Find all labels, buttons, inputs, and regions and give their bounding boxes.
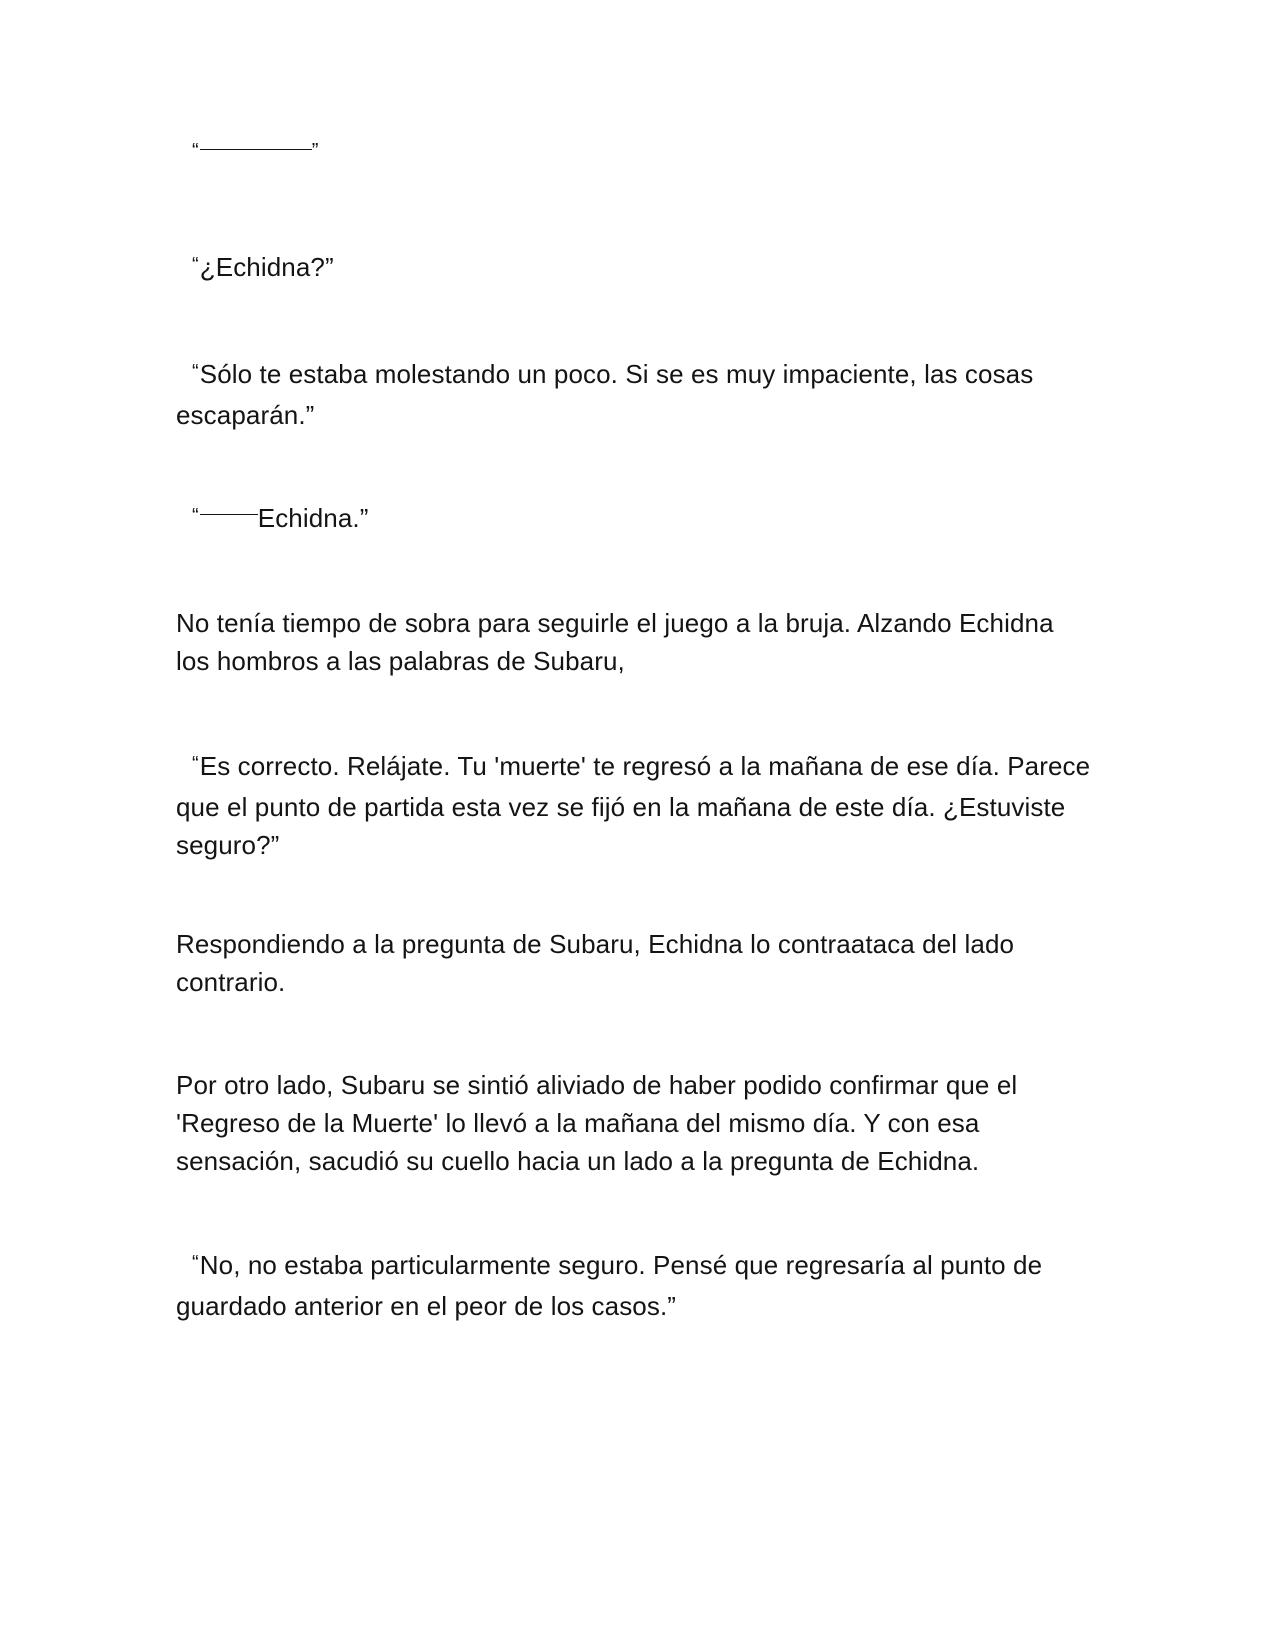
- dialogue-paragraph: [176, 499, 1106, 540]
- paragraph-line: Respondiendo a la pregunta de Subaru, Echidna lo contraataca del lado: [176, 929, 1015, 959]
- open-quote: “: [192, 254, 199, 276]
- close-quote: ”: [311, 140, 319, 162]
- paragraph-line: “Sólo te estaba molestando un poco. Si se es muy impaciente, las cosas: [192, 359, 1034, 389]
- paragraph-line: Por otro lado, Subaru se sintió aliviado de haber podido confirmar que el: [176, 1070, 1018, 1100]
- narration-paragraph: [176, 1066, 1106, 1180]
- narration-paragraph: [176, 604, 1106, 680]
- blank-dash: [200, 514, 258, 515]
- dialogue-paragraph-blank: [176, 134, 1106, 175]
- paragraph-line: “¿Echidna?”: [192, 252, 334, 282]
- paragraph-line: [176, 134, 1106, 175]
- open-quote: “: [192, 505, 199, 527]
- paragraph-line: 'Regreso de la Muerte' lo llevó a la mañana del mismo día. Y con esa: [176, 1108, 980, 1138]
- paragraph-line: “Es correcto. Relájate. Tu 'muerte' te regresó a la mañana de ese día. Parece: [192, 751, 1091, 781]
- paragraph-line: contrario.: [176, 967, 286, 997]
- paragraph-line: los hombros a las palabras de Subaru,: [176, 646, 625, 676]
- blank-dash: [200, 149, 312, 150]
- paragraph-line: “No, no estaba particularmente seguro. Pensé que regresaría al punto de: [192, 1250, 1043, 1280]
- dialogue-paragraph: [176, 747, 1106, 864]
- dialogue-paragraph: [176, 248, 1106, 289]
- open-quote: “: [192, 140, 199, 162]
- paragraph-line: sensación, sacudió su cuello hacia un lado a la pregunta de Echidna.: [176, 1146, 980, 1176]
- paragraph-line: “ Echidna.”: [192, 503, 369, 533]
- paragraph-line: No tenía tiempo de sobra para seguirle el juego a la bruja. Alzando Echidna: [176, 608, 1054, 638]
- paragraph-line: escaparán.”: [176, 400, 315, 430]
- paragraph-line: seguro?”: [176, 830, 280, 860]
- narration-paragraph: [176, 925, 1106, 1001]
- paragraph-line: guardado anterior en el peor de los casos.”: [176, 1291, 677, 1321]
- open-quote: “: [192, 361, 199, 383]
- dialogue-paragraph: [176, 1246, 1106, 1325]
- dialogue-paragraph: [176, 355, 1106, 434]
- paragraph-line: que el punto de partida esta vez se fijó en la mañana de este día. ¿Estuviste: [176, 792, 1066, 822]
- open-quote: “: [192, 1252, 199, 1274]
- open-quote: “: [192, 753, 199, 775]
